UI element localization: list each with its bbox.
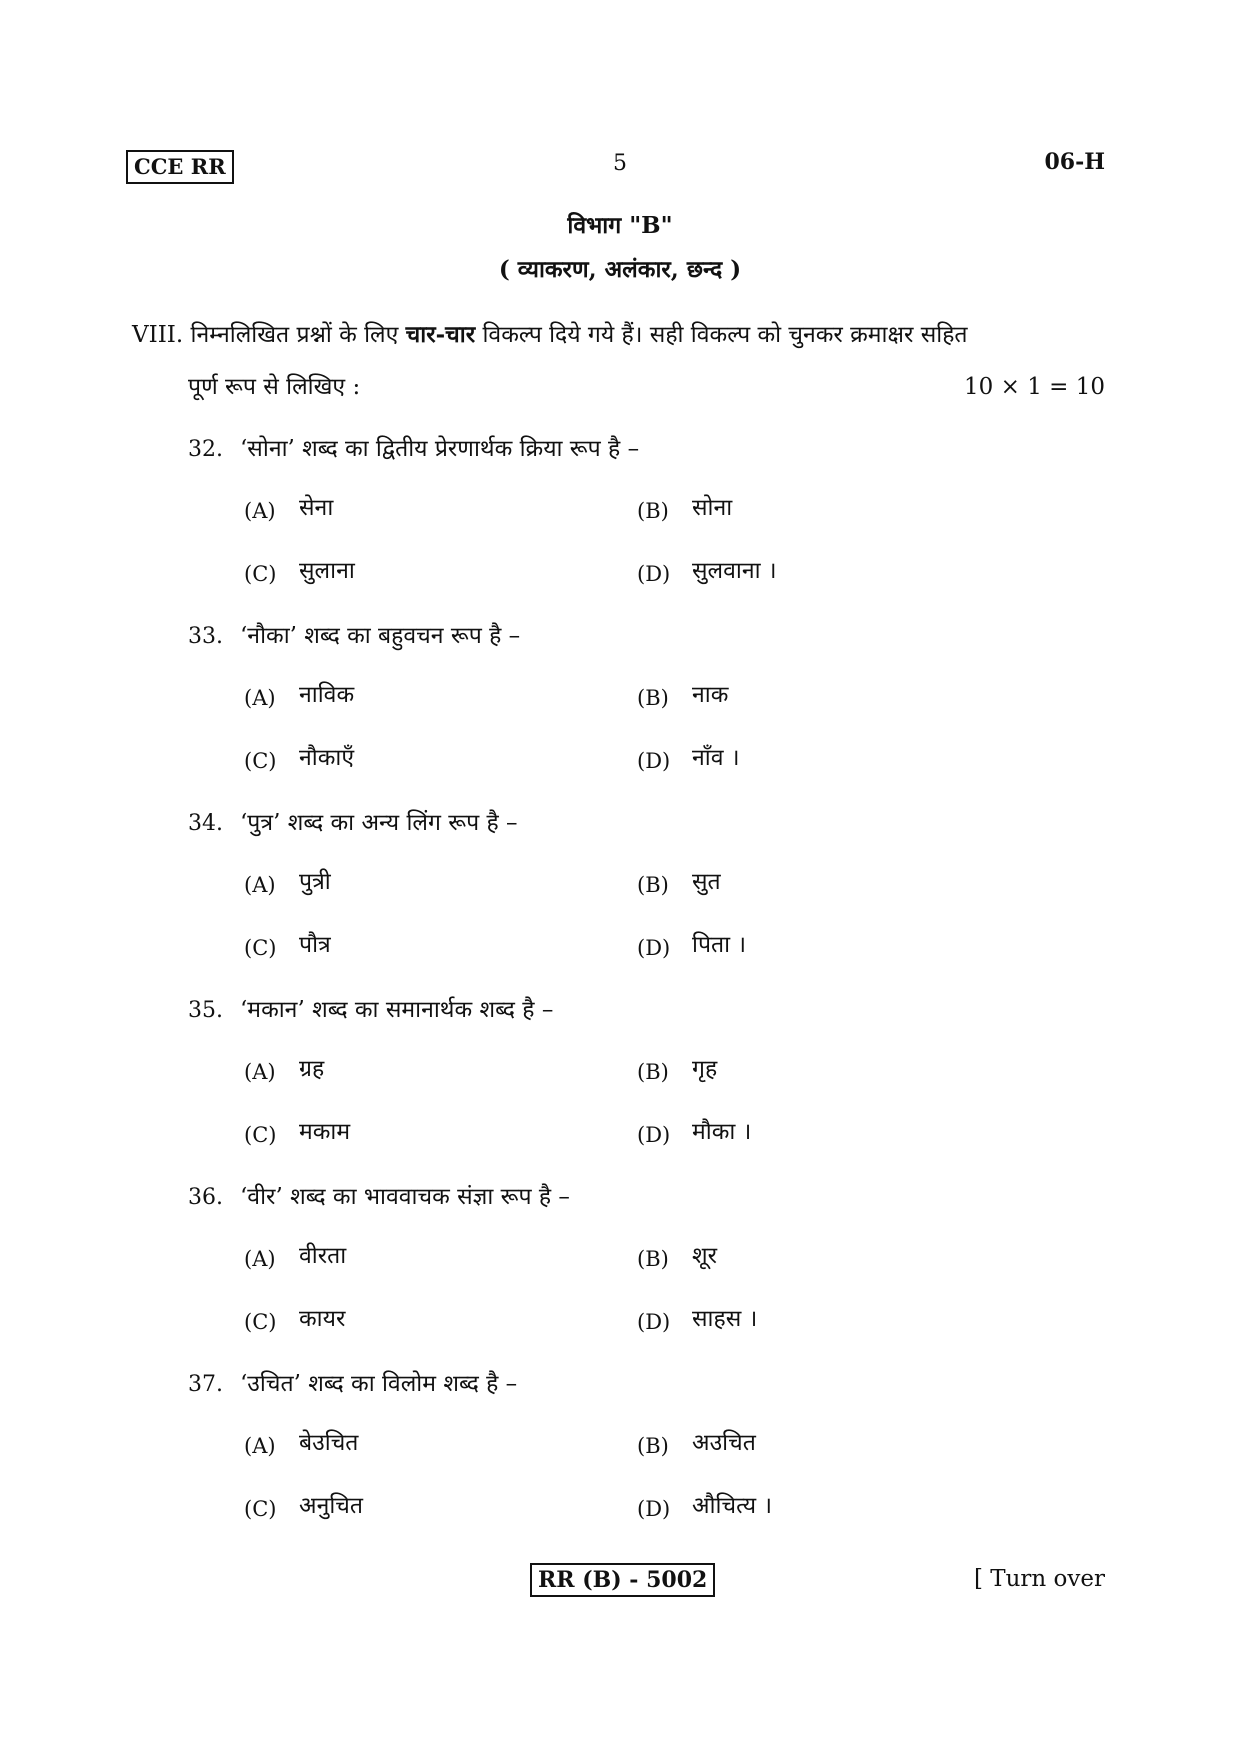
option-label: (A) xyxy=(244,873,276,897)
question-text: ‘उचित’ शब्द का विलोम शब्द है – xyxy=(240,1371,518,1397)
question-item xyxy=(188,995,553,1027)
question-text: ‘पुत्र’ शब्द का अन्य लिंग रूप है – xyxy=(240,810,518,836)
page-number: 5 xyxy=(613,151,627,176)
instruction-text-bold: चार-चार xyxy=(405,321,476,348)
option-label: (D) xyxy=(637,562,671,586)
question-number: 32. xyxy=(188,437,223,462)
option-label: (B) xyxy=(637,499,669,523)
turn-over-label: [ Turn over xyxy=(973,1566,1105,1592)
question-text: ‘सोना’ शब्द का द्वितीय प्रेरणार्थक क्रिया रूप है – xyxy=(240,436,640,462)
question-text: ‘मकान’ शब्द का समानार्थक शब्द है – xyxy=(240,997,554,1023)
option-text: सोना xyxy=(692,495,733,521)
option-label: (D) xyxy=(637,1310,671,1334)
option-label: (C) xyxy=(244,562,277,586)
option-label: (D) xyxy=(637,1497,671,1521)
question-item xyxy=(188,1369,517,1401)
option-text: मौका । xyxy=(692,1119,752,1145)
option-text: सुलाना xyxy=(299,558,355,584)
option-label: (A) xyxy=(244,499,276,523)
option-text: सुलवाना । xyxy=(692,558,777,584)
question-text: ‘वीर’ शब्द का भाववाचक संज्ञा रूप है – xyxy=(240,1184,570,1210)
question-item xyxy=(188,621,520,653)
question-number: 37. xyxy=(188,1372,223,1397)
question-item xyxy=(188,808,518,840)
option-text: पिता । xyxy=(692,932,747,958)
option-text: सुत xyxy=(692,869,721,895)
option-text: शूर xyxy=(692,1243,718,1269)
instruction-text-after: विकल्प दिये गये हैं। सही विकल्प को चुनकर क्रमाक्षर सहित xyxy=(482,322,968,348)
option-label: (B) xyxy=(637,1434,669,1458)
option-text: पुत्री xyxy=(299,869,331,895)
option-label: (C) xyxy=(244,1123,277,1147)
option-label: (A) xyxy=(244,686,276,710)
option-text: वीरता xyxy=(299,1243,347,1269)
header-left-code: CCE RR xyxy=(126,150,234,184)
header-right-code: 06-H xyxy=(1044,149,1105,175)
option-label: (C) xyxy=(244,936,277,960)
footer-code: RR (B) - 5002 xyxy=(530,1563,715,1597)
option-text: अनुचित xyxy=(299,1493,364,1519)
option-text: गृह xyxy=(692,1056,718,1082)
question-text: ‘नौका’ शब्द का बहुवचन रूप है – xyxy=(240,623,521,649)
option-text: औचित्य । xyxy=(692,1493,773,1519)
option-text: पौत्र xyxy=(299,932,331,958)
instruction-number: VIII. xyxy=(132,322,184,348)
option-text: नाविक xyxy=(299,682,355,708)
section-title: विभाग "B" xyxy=(567,212,673,239)
option-text: कायर xyxy=(299,1306,346,1332)
question-item xyxy=(188,434,639,466)
instruction-line-1 xyxy=(132,320,968,350)
option-text: बेउचित xyxy=(299,1430,359,1456)
option-text: अउचित xyxy=(692,1430,756,1456)
question-item xyxy=(188,1182,570,1214)
instruction-text-before: निम्नलिखित प्रश्नों के लिए xyxy=(190,322,399,348)
option-text: नाँव । xyxy=(692,745,740,771)
instruction-line-2: पूर्ण रूप से लिखिए : xyxy=(188,374,361,400)
option-label: (B) xyxy=(637,1247,669,1271)
option-text: साहस । xyxy=(692,1306,758,1332)
option-label: (D) xyxy=(637,1123,671,1147)
option-text: मकाम xyxy=(299,1119,351,1145)
option-label: (A) xyxy=(244,1434,276,1458)
option-label: (B) xyxy=(637,1060,669,1084)
instruction-marks: 10 × 1 = 10 xyxy=(964,374,1105,400)
option-label: (A) xyxy=(244,1247,276,1271)
question-number: 36. xyxy=(188,1185,223,1210)
option-label: (C) xyxy=(244,1497,277,1521)
question-number: 33. xyxy=(188,624,223,649)
option-label: (A) xyxy=(244,1060,276,1084)
option-label: (B) xyxy=(637,686,669,710)
option-text: नाक xyxy=(692,682,729,708)
option-text: ग्रह xyxy=(299,1056,325,1082)
option-label: (C) xyxy=(244,749,277,773)
option-label: (D) xyxy=(637,936,671,960)
option-label: (B) xyxy=(637,873,669,897)
option-text: नौकाएँ xyxy=(299,745,355,771)
question-number: 34. xyxy=(188,811,223,836)
option-label: (C) xyxy=(244,1310,277,1334)
question-number: 35. xyxy=(188,998,223,1023)
option-label: (D) xyxy=(637,749,671,773)
section-subtitle: ( व्याकरण, अलंकार, छन्द ) xyxy=(498,256,742,283)
option-text: सेना xyxy=(299,495,334,521)
